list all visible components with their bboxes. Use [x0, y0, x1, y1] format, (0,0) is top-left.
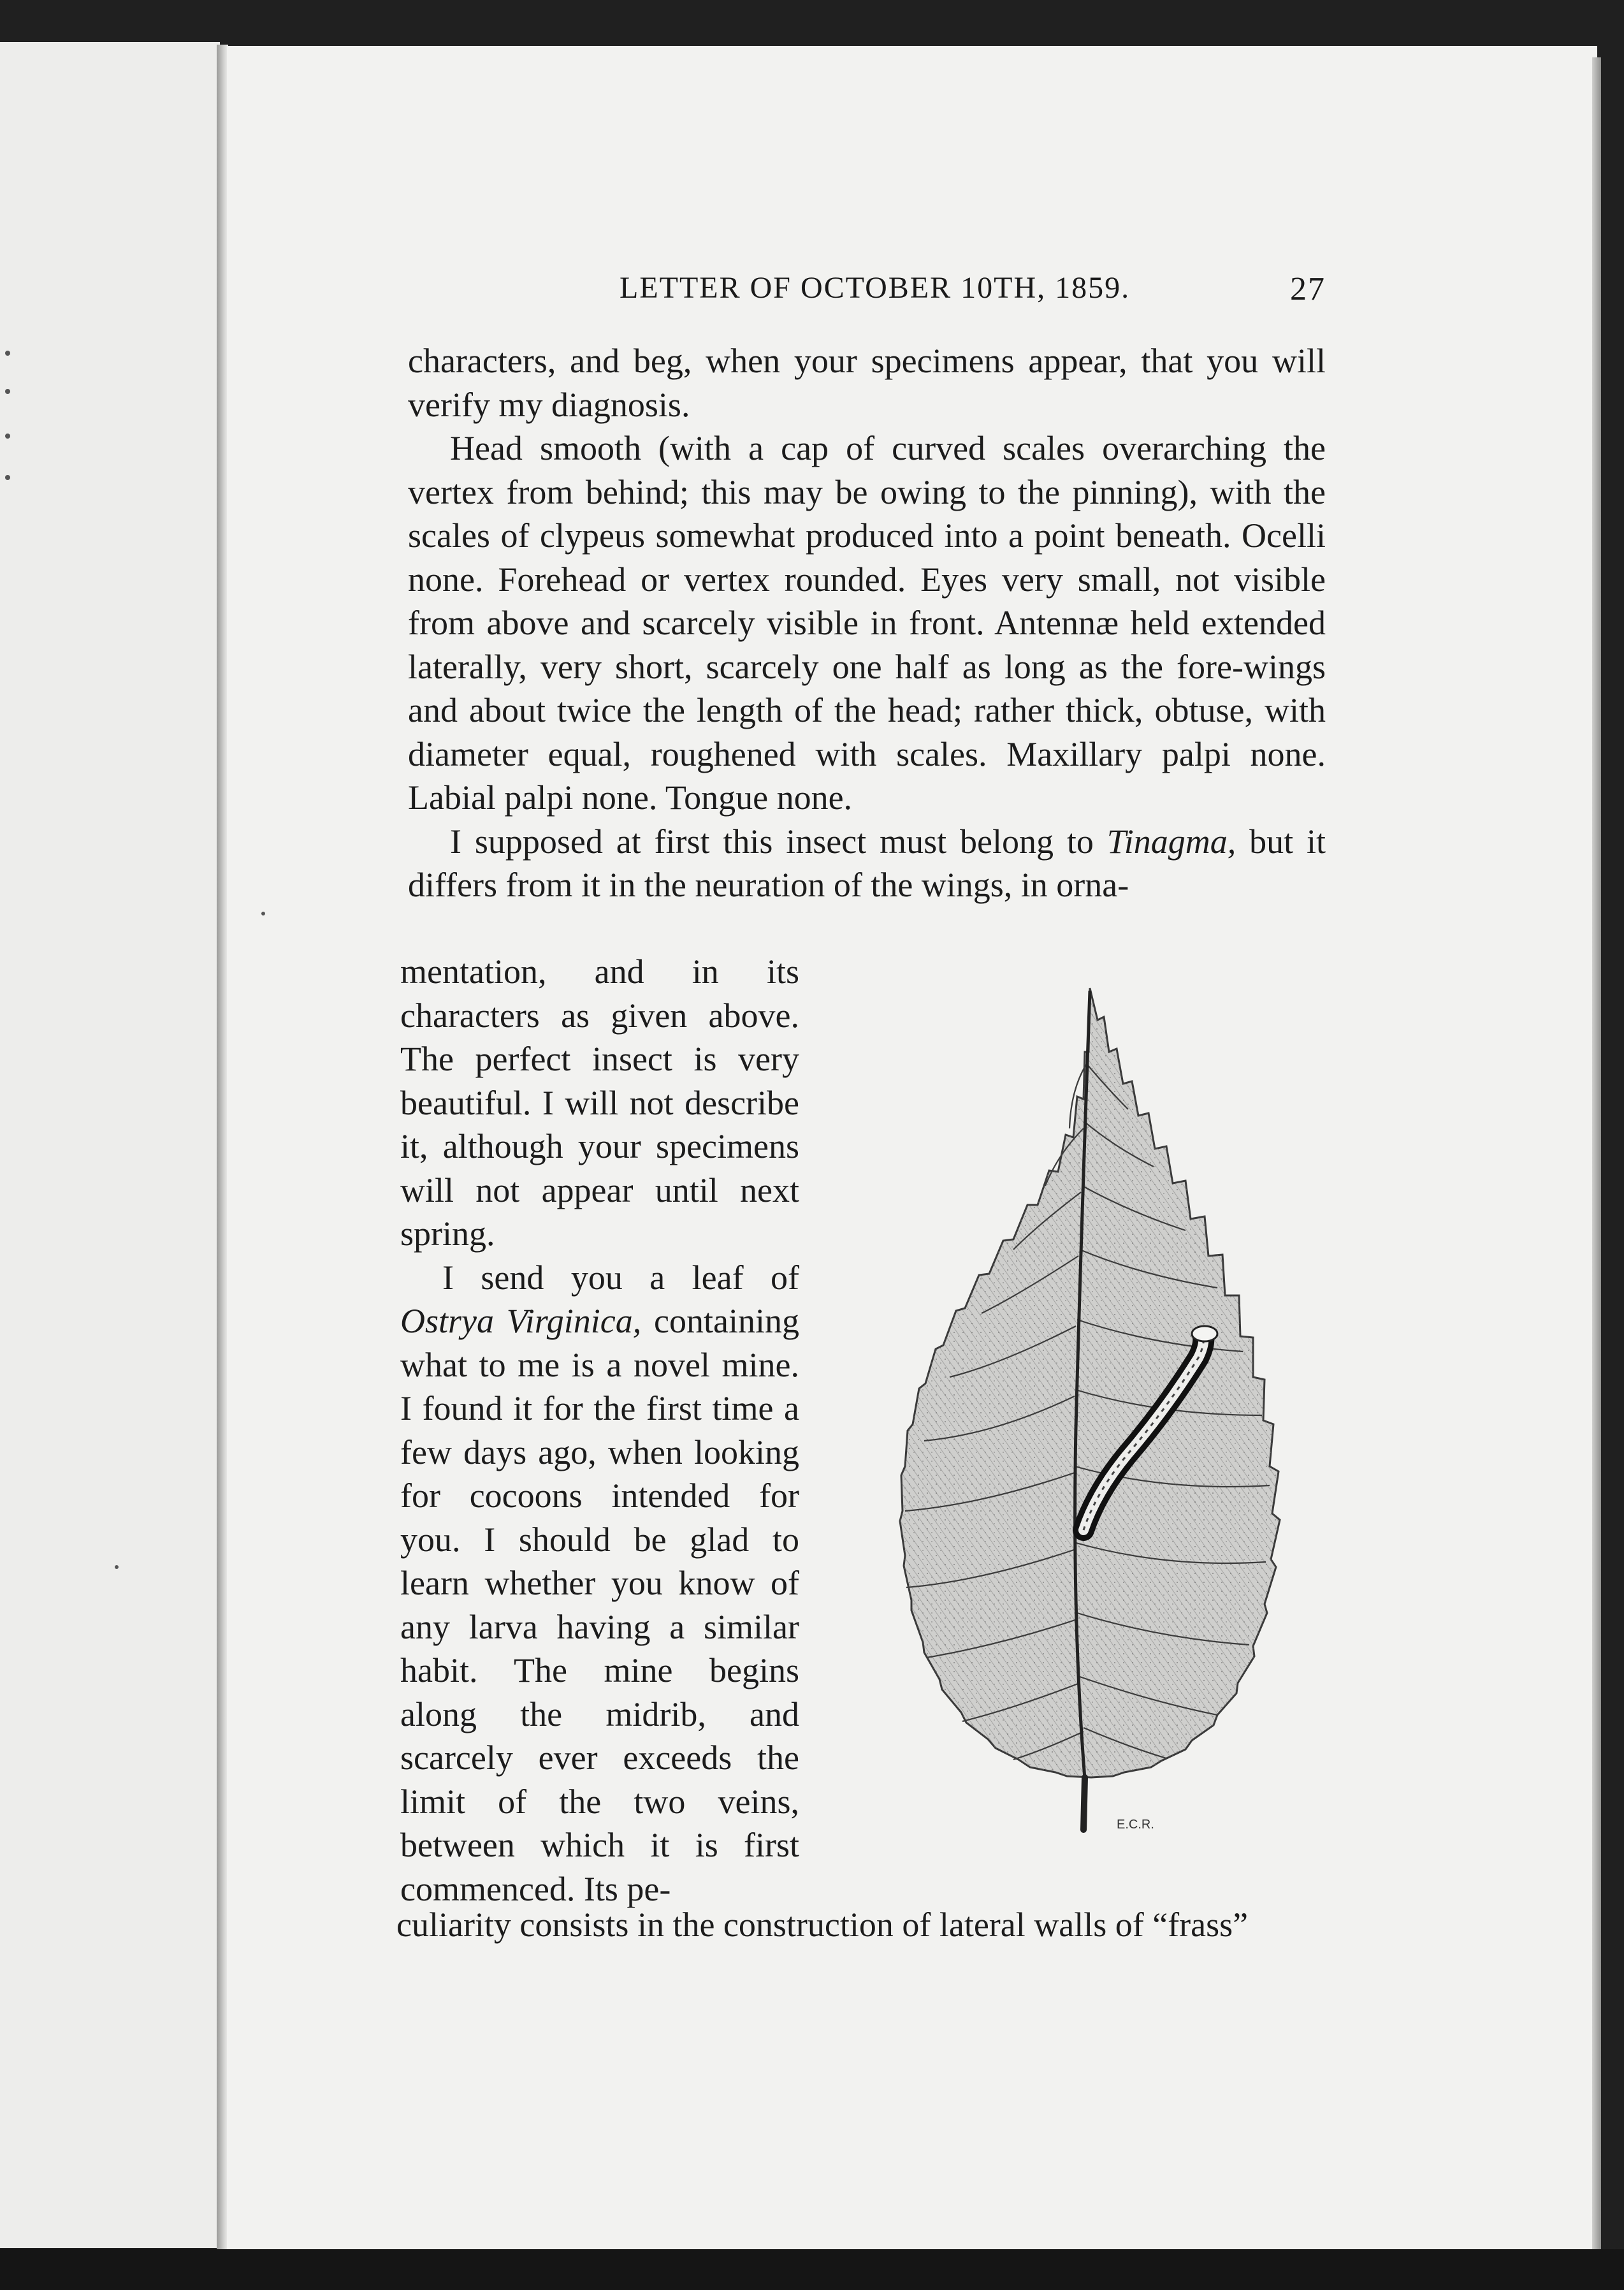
margin-mark — [5, 389, 10, 394]
margin-mark — [5, 475, 10, 480]
engraver-signature: E.C.R. — [1117, 1818, 1154, 1832]
leaf-figure — [809, 982, 1300, 1874]
body-text-top — [408, 339, 1326, 907]
paragraph-text: but it differs from it in the neuration of the wings, in orna- — [408, 822, 1326, 904]
scan-bottom-strip — [0, 2249, 1624, 2290]
running-head-title: LETTER OF OCTOBER 10TH, 1859. — [620, 271, 1131, 305]
paragraph-text: I send you a leaf of — [442, 1258, 799, 1297]
margin-mark — [5, 434, 10, 439]
body-text-narrow — [400, 950, 799, 1911]
paragraph-text: containing what to me is a novel mine. I found it for the first time a few days ago, when looking for cocoons intended for you. I should be glad to learn whether you know of any larva having a similar habit. The mine begins along the midrib, and scarcely ever exceeds the limit of the two veins, between which it is first commenced. Its pe- — [400, 1302, 799, 1908]
leaf-stipple — [900, 988, 1280, 1777]
leaf-petiole — [1084, 1777, 1085, 1830]
species-name-italic: Ostrya Virginica, — [400, 1302, 642, 1340]
paragraph-text: I supposed at first this insect must belong to — [450, 822, 1107, 861]
paragraph: Head smooth (with a cap of curved scales overarching the vertex from behind; this may be owing to the pinning), with the scales of clypeus somewhat produced into a point beneath. Ocelli none. Forehead or vertex rounded. Eyes very small, not visible from above and scarcely visible in front. Antennæ held extended laterally, very short, scarcely one half as long as the fore-wings and about twice the length of the head; rather thick, obtuse, with diameter equal, roughened with scales. Maxillary palpi none. Labial palpi none. Tongue none. — [408, 429, 1326, 817]
paragraph — [408, 820, 1326, 907]
running-head — [620, 270, 1326, 315]
margin-mark — [5, 351, 10, 356]
leaf-engraving-icon — [809, 982, 1300, 1874]
page-edge-shadow — [1592, 57, 1601, 2250]
paragraph: characters, and beg, when your specimens appear, that you will verify my diagnosis. — [408, 342, 1326, 424]
paragraph — [400, 1256, 799, 1911]
mine-end-icon — [1192, 1326, 1217, 1341]
genus-name-italic: Tinagma, — [1106, 822, 1236, 861]
page-number: 27 — [1290, 271, 1326, 307]
last-line: culiarity consists in the construction of lateral walls of “frass” — [396, 1906, 1249, 1944]
previous-page-edge — [0, 42, 220, 2248]
paragraph: mentation, and in its characters as given above. The perfect insect is very beautiful. I will not describe it, although your specimens will not appear until next spring. — [400, 952, 799, 1253]
page-speck — [115, 1565, 119, 1569]
page-speck — [261, 912, 265, 915]
